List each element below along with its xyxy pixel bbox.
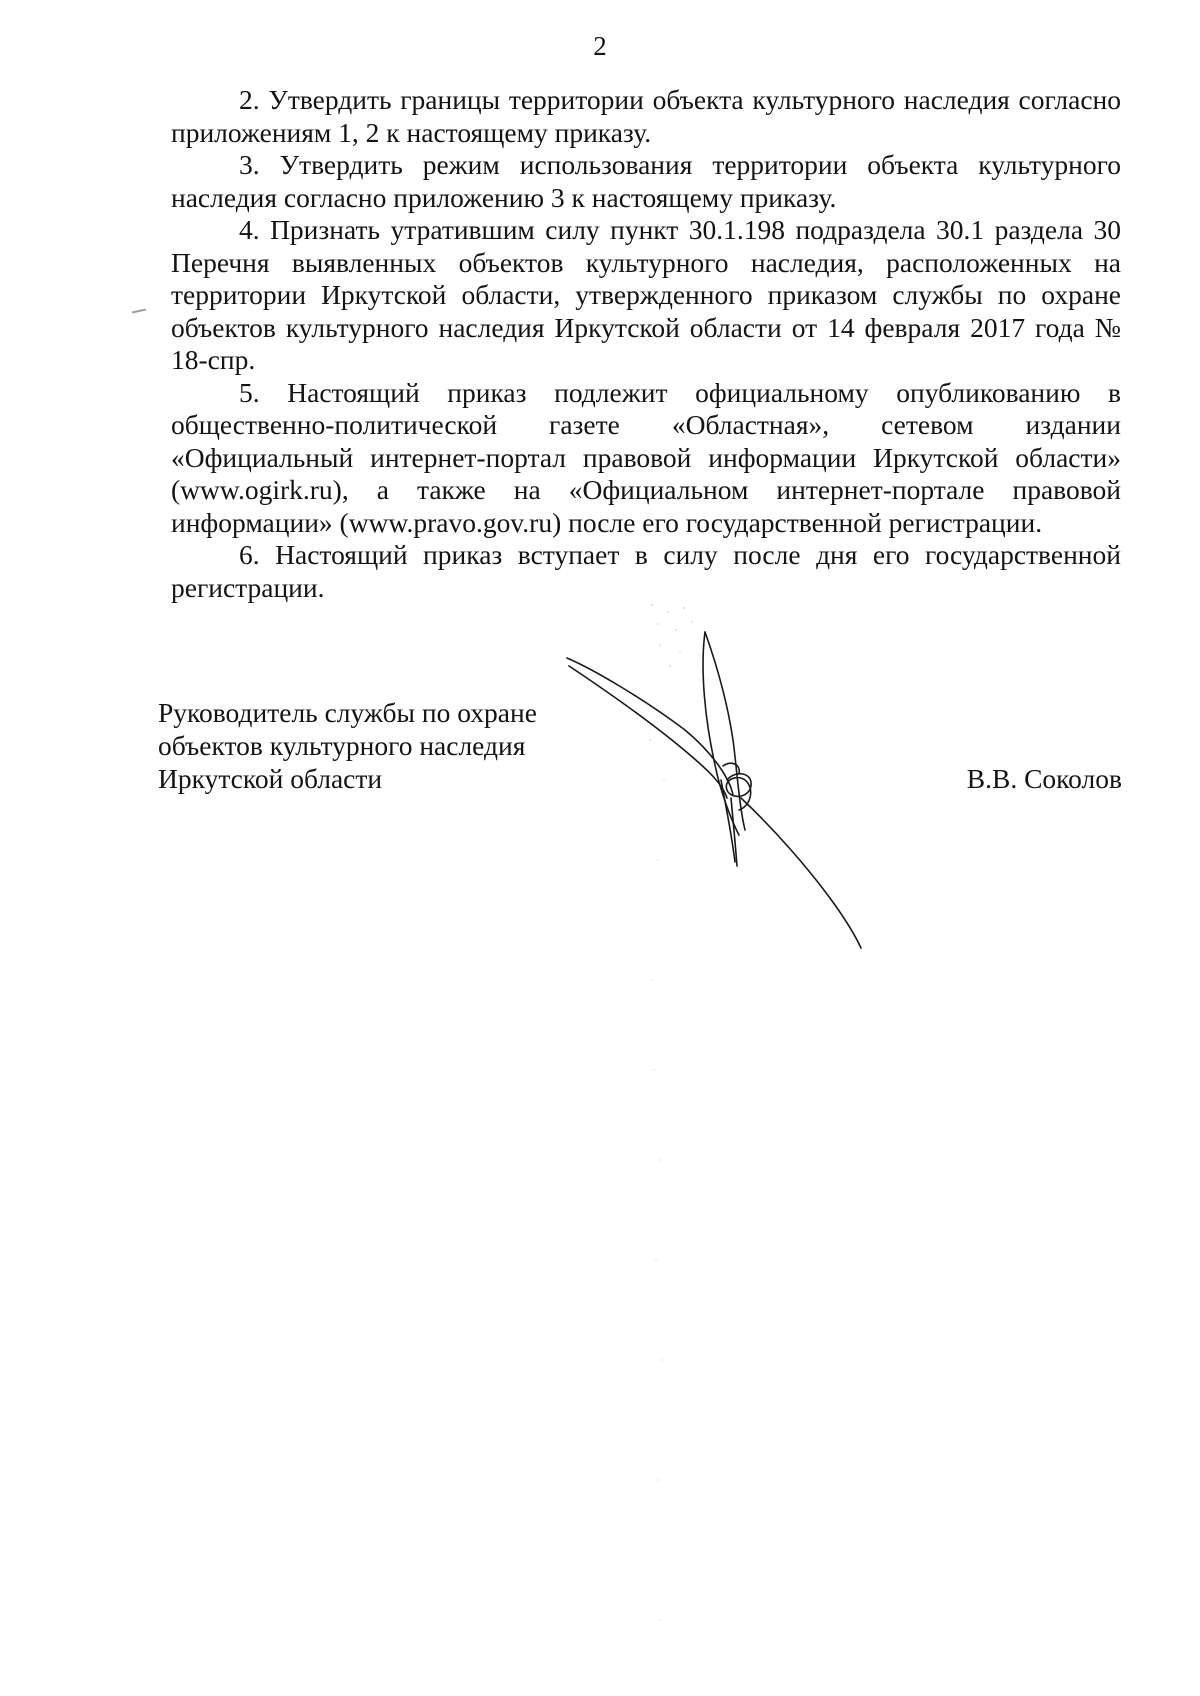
paragraph-item-2: 2. Утвердить границы территории объекта культурного наследия согласно приложениям 1, 2 к настоящему приказу. bbox=[171, 84, 1121, 148]
signer-title bbox=[158, 696, 618, 795]
signer-title-line: Иркутской области bbox=[158, 763, 383, 794]
handwritten-signature bbox=[555, 630, 895, 950]
paragraph-item-6: 6. Настоящий приказ вступает в силу после дня его государственной регистрации. bbox=[171, 539, 1121, 603]
signer-name: В.В. Соколов bbox=[966, 763, 1122, 794]
margin-mark bbox=[132, 309, 146, 314]
scan-noise bbox=[640, 600, 720, 1650]
paragraph-item-3: 3. Утвердить режим использования территории объекта культурного наследия согласно приложению 3 к настоящему приказу. bbox=[171, 149, 1121, 213]
page-number: 2 bbox=[593, 31, 607, 61]
document-body bbox=[171, 84, 1121, 604]
paragraph-item-5: 5. Настоящий приказ подлежит официальному опубликованию в общественно-политической газете «Областная», сетевом издании «Официальный интернет-портал правовой информации Иркутской области» (www.ogirk.ru), а также на «Официальном интернет-портале правовой информации» (www.pravo.gov.ru) после его государственной регистрации. bbox=[171, 376, 1121, 538]
paragraph-item-4: 4. Признать утратившим силу пункт 30.1.198 подраздела 30.1 раздела 30 Перечня выявленных объектов культурного наследия, расположенных на территории Иркутской области, утвержденного приказом службы по охране объектов культурного наследия Иркутской области от 14 февраля 2017 года № 18-спр. bbox=[171, 214, 1121, 375]
signer-title-line: объектов культурного наследия bbox=[158, 730, 526, 761]
signer-title-line: Руководитель службы по охране bbox=[158, 697, 537, 728]
